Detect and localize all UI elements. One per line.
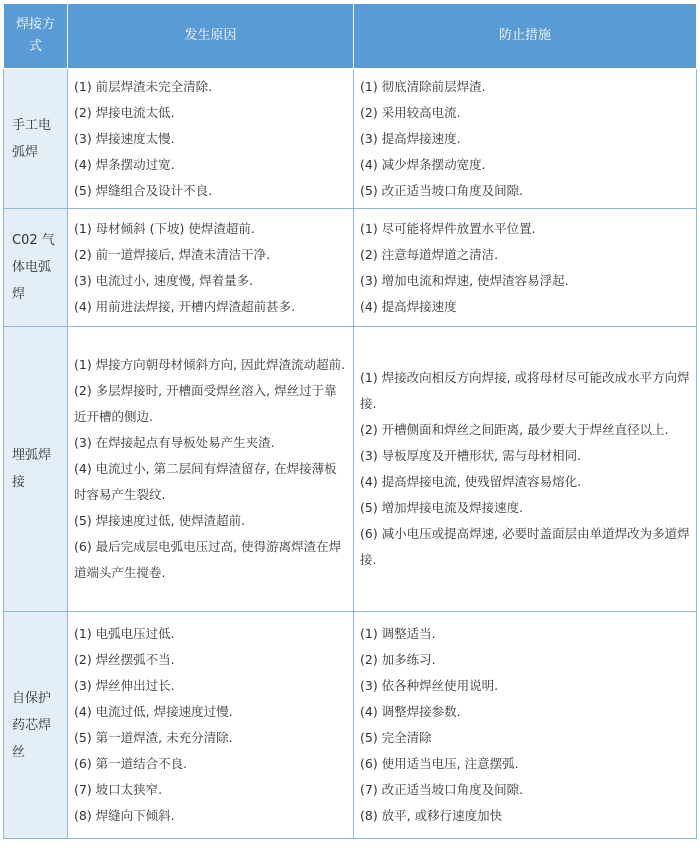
prevention-item: (7) 改正适当坡口角度及间隙. xyxy=(360,782,524,797)
prevention-item: (5) 完全清除 xyxy=(360,730,432,745)
cause-item: (1) 前层焊渣未完全清除. xyxy=(74,78,213,94)
prevention-item: (2) 开槽侧面和焊丝之间距离, 最少要大于焊丝直径以上. xyxy=(360,422,669,437)
prevention-item: (1) 调整适当. xyxy=(360,626,436,641)
cause-item: (2) 焊丝摆弧不当. xyxy=(74,652,175,667)
prevention-item: (1) 焊接改向相反方向焊接, 或将母材尽可能改成水平方向焊接. xyxy=(360,370,690,411)
prevention-cell xyxy=(354,327,697,612)
cause-item: (5) 焊缝组合及设计不良. xyxy=(74,182,213,198)
cause-item: (5) 焊接速度过低, 使焊渣超前. xyxy=(74,513,246,528)
table-row xyxy=(4,69,697,209)
table-row xyxy=(4,327,697,612)
cause-item: (4) 电流过小, 第二层间有焊渣留存, 在焊接薄板时容易产生裂纹. xyxy=(74,461,337,502)
prevention-item: (4) 提高焊接速度 xyxy=(360,298,457,314)
cause-item: (2) 多层焊接时, 开槽面受焊丝溶入, 焊丝过于靠近开槽的侧边. xyxy=(74,383,337,424)
prevention-item: (1) 彻底清除前层焊渣. xyxy=(360,78,486,94)
prevention-item: (2) 采用较高电流. xyxy=(360,104,461,120)
prevention-item: (2) 加多练习. xyxy=(360,652,436,667)
table-row xyxy=(4,612,697,839)
cause-cell xyxy=(68,209,354,327)
cause-item: (5) 第一道焊渣, 未充分清除. xyxy=(74,730,233,745)
prevention-item: (4) 减少焊条摆动宽度. xyxy=(360,156,486,172)
cause-item: (8) 焊缝向下倾斜. xyxy=(74,808,175,823)
prevention-item: (4) 调整焊接参数. xyxy=(360,704,461,719)
cause-item: (1) 焊接方向朝母材倾斜方向, 因此焊渣流动超前. xyxy=(74,357,346,372)
cause-item: (1) 母材倾斜 (下坡) 使焊渣超前. xyxy=(74,220,255,236)
cause-item: (4) 电流过低, 焊接速度过慢. xyxy=(74,704,233,719)
cause-cell xyxy=(68,69,354,209)
cause-cell xyxy=(68,612,354,839)
table-header-row xyxy=(4,4,697,69)
prevention-cell xyxy=(354,69,697,209)
prevention-cell xyxy=(354,209,697,327)
prevention-item: (6) 减小电压或提高焊速, 必要时盖面层由单道焊改为多道焊接. xyxy=(360,526,690,567)
prevention-item: (5) 增加焊接电流及焊接速度. xyxy=(360,500,524,515)
cause-item: (6) 最后完成层电弧电压过高, 使得游离焊渣在焊道端头产生搅卷. xyxy=(74,539,342,580)
method-cell: 埋弧焊接 xyxy=(4,327,68,612)
cause-item: (2) 焊接电流太低. xyxy=(74,104,175,120)
method-cell: 自保护药芯焊丝 xyxy=(4,612,68,839)
method-cell: C02 气体电弧焊 xyxy=(4,209,68,327)
prevention-cell xyxy=(354,612,697,839)
cause-item: (4) 焊条摆动过宽. xyxy=(74,156,175,172)
header-cause: 发生原因 xyxy=(68,4,354,69)
cause-item: (3) 焊丝伸出过长. xyxy=(74,678,175,693)
table-row xyxy=(4,209,697,327)
prevention-item: (4) 提高焊接电流, 使残留焊渣容易熔化. xyxy=(360,474,582,489)
prevention-item: (3) 导板厚度及开槽形状, 需与母材相同. xyxy=(360,448,582,463)
prevention-item: (3) 依各种焊丝使用说明. xyxy=(360,678,499,693)
cause-item: (4) 用前进法焊接, 开槽内焊渣超前甚多. xyxy=(74,298,296,314)
welding-slag-table xyxy=(3,3,697,839)
method-cell: 手工电弧焊 xyxy=(4,69,68,209)
header-prevention: 防止措施 xyxy=(354,4,697,69)
cause-item: (7) 坡口太狭窄. xyxy=(74,782,163,797)
prevention-item: (5) 改正适当坡口角度及间隙. xyxy=(360,182,524,198)
prevention-item: (3) 提高焊接速度. xyxy=(360,130,461,146)
prevention-item: (3) 增加电流和焊速, 使焊渣容易浮起. xyxy=(360,272,569,288)
header-method: 焊接方式 xyxy=(4,4,68,69)
prevention-item: (1) 尽可能将焊件放置水平位置. xyxy=(360,220,536,236)
prevention-item: (2) 注意每道焊道之清洁. xyxy=(360,246,499,262)
prevention-item: (6) 使用适当电压, 注意摆弧. xyxy=(360,756,519,771)
cause-item: (1) 电弧电压过低. xyxy=(74,626,175,641)
cause-item: (2) 前一道焊接后, 焊渣未清洁干净. xyxy=(74,246,271,262)
prevention-item: (8) 放平, 或移行速度加快 xyxy=(360,808,503,823)
cause-item: (3) 在焊接起点有导板处易产生夹渣. xyxy=(74,435,275,450)
cause-item: (3) 电流过小, 速度慢, 焊着量多. xyxy=(74,272,254,288)
cause-item: (3) 焊接速度太慢. xyxy=(74,130,175,146)
cause-cell xyxy=(68,327,354,612)
cause-item: (6) 第一道结合不良. xyxy=(74,756,188,771)
